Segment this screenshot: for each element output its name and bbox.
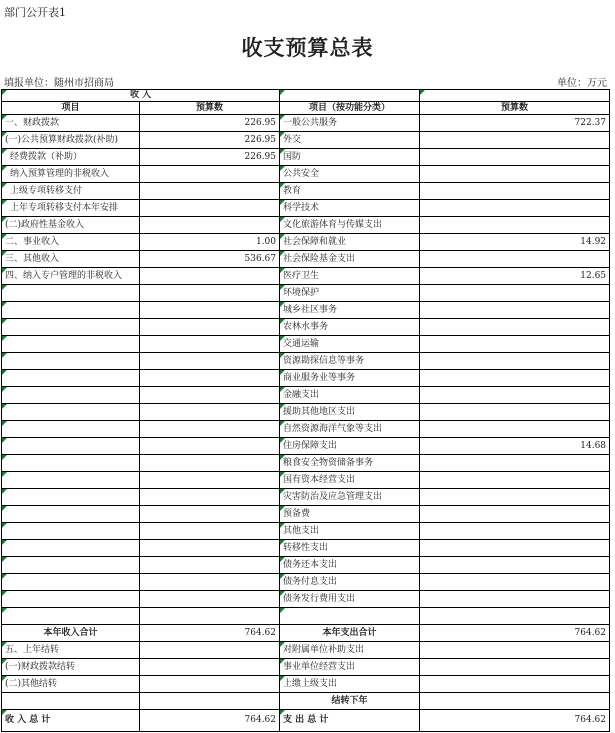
expense-item-cell: 资源勘探信息等事务	[280, 353, 420, 370]
expense-budget-cell	[420, 591, 610, 608]
expense-item-cell: 社会保障和就业	[280, 234, 420, 251]
income-item-cell	[2, 557, 140, 574]
expense-item-cell: 住房保障支出	[280, 438, 420, 455]
expense-item-cell: 债务还本支出	[280, 557, 420, 574]
income-item-cell: 上级专项转移支付	[2, 183, 140, 200]
table-row	[2, 523, 610, 540]
table-row	[2, 472, 610, 489]
expense-item-cell: 社会保险基金支出	[280, 251, 420, 268]
col-header-exp-item: 项目（按功能分类）	[280, 102, 420, 115]
year-total-row	[2, 625, 610, 642]
income-budget-cell	[140, 557, 280, 574]
expense-budget-cell	[420, 387, 610, 404]
income-item-cell: (一)公共预算财政拨款(补助)	[2, 132, 140, 149]
income-budget-cell	[140, 438, 280, 455]
income-item-cell	[2, 353, 140, 370]
income-budget-cell	[140, 336, 280, 353]
expense-budget-cell	[420, 251, 610, 268]
expense-budget-cell	[420, 404, 610, 421]
expense-budget-cell	[420, 642, 610, 659]
currency-unit: 单位：万元	[557, 78, 607, 89]
table-row	[2, 506, 610, 523]
col-header-budget: 预算数	[140, 102, 280, 115]
income-budget-cell	[140, 217, 280, 234]
expense-item-cell: 粮食安全物资储备事务	[280, 455, 420, 472]
year-income-total-value: 764.62	[140, 625, 280, 642]
table-row	[2, 302, 610, 319]
income-grand-total-value: 764.62	[140, 710, 280, 732]
table-row	[2, 421, 610, 438]
expense-budget-cell	[420, 132, 610, 149]
income-item-cell: 纳入预算管理的非税收入	[2, 166, 140, 183]
expense-budget-cell	[420, 370, 610, 387]
expense-item-cell: 文化旅游体育与传媒支出	[280, 217, 420, 234]
expense-budget-cell	[420, 421, 610, 438]
table-row	[2, 183, 610, 200]
income-item-cell	[2, 319, 140, 336]
expense-item-cell: 城乡社区事务	[280, 302, 420, 319]
table-row	[2, 659, 610, 676]
table-row	[2, 336, 610, 353]
table-row	[2, 387, 610, 404]
table-row	[2, 591, 610, 608]
expense-budget-cell: 14.68	[420, 438, 610, 455]
col-header-exp-budget: 预算数	[420, 102, 610, 115]
table-row	[2, 540, 610, 557]
blank-cell	[2, 693, 140, 710]
expense-budget-cell	[420, 489, 610, 506]
income-item-cell: 四、纳入专户管理的非税收入	[2, 268, 140, 285]
expense-budget-cell	[420, 574, 610, 591]
income-item-cell	[2, 540, 140, 557]
income-budget-cell	[140, 285, 280, 302]
expense-budget-cell	[420, 336, 610, 353]
reporting-unit: 填报单位：随州市招商局	[4, 78, 114, 89]
income-budget-cell	[140, 387, 280, 404]
income-item-cell: (二)政府性基金收入	[2, 217, 140, 234]
income-budget-cell	[140, 659, 280, 676]
income-budget-cell	[140, 268, 280, 285]
expense-grand-total-value: 764.62	[420, 710, 610, 732]
expense-item-cell: 一般公共服务	[280, 115, 420, 132]
table-row	[2, 608, 610, 625]
expense-grand-total-label: 支 出 总 计	[280, 710, 420, 732]
expense-budget-cell: 14.92	[420, 234, 610, 251]
expense-budget-cell	[420, 302, 610, 319]
table-row	[2, 642, 610, 659]
income-budget-cell: 1.00	[140, 234, 280, 251]
expense-item-cell: 国防	[280, 149, 420, 166]
income-item-cell	[2, 472, 140, 489]
income-item-cell	[2, 370, 140, 387]
expense-item-cell: 金融支出	[280, 387, 420, 404]
income-budget-cell	[140, 642, 280, 659]
expense-budget-cell	[420, 149, 610, 166]
expense-item-cell: 灾害防治及应急管理支出	[280, 489, 420, 506]
income-budget-cell	[140, 455, 280, 472]
income-budget-cell	[140, 353, 280, 370]
income-item-cell: 三、其他收入	[2, 251, 140, 268]
income-item-cell: 二、事业收入	[2, 234, 140, 251]
blank-cell	[140, 693, 280, 710]
table-row	[2, 115, 610, 132]
table-row	[2, 557, 610, 574]
income-budget-cell	[140, 506, 280, 523]
table-row	[2, 234, 610, 251]
expense-budget-cell	[420, 200, 610, 217]
table-row	[2, 676, 610, 693]
expense-item-cell: 债务发行费用支出	[280, 591, 420, 608]
expense-budget-cell	[420, 676, 610, 693]
income-budget-cell	[140, 540, 280, 557]
income-budget-cell: 226.95	[140, 115, 280, 132]
income-item-cell	[2, 438, 140, 455]
page-title: 收支预算总表	[241, 36, 374, 60]
header-blank-cell	[280, 90, 420, 102]
income-item-cell	[2, 387, 140, 404]
income-budget-cell	[140, 370, 280, 387]
header-columns-row	[2, 102, 610, 115]
table-row	[2, 574, 610, 591]
income-budget-cell	[140, 421, 280, 438]
carry-forward-row	[2, 693, 610, 710]
expense-budget-cell	[420, 472, 610, 489]
table-row	[2, 166, 610, 183]
expense-item-cell: 环境保护	[280, 285, 420, 302]
expense-budget-cell	[420, 183, 610, 200]
income-budget-cell	[140, 676, 280, 693]
carry-next-year-label: 结转下年	[280, 693, 420, 710]
table-row	[2, 268, 610, 285]
expense-item-cell: 科学技术	[280, 200, 420, 217]
income-item-cell	[2, 608, 140, 625]
income-budget-cell	[140, 200, 280, 217]
income-item-cell	[2, 523, 140, 540]
income-budget-cell	[140, 404, 280, 421]
year-expense-total-value: 764.62	[420, 625, 610, 642]
income-item-cell: (二)其他结转	[2, 676, 140, 693]
expense-item-cell: 教育	[280, 183, 420, 200]
income-item-cell: 五、上年结转	[2, 642, 140, 659]
income-item-cell	[2, 506, 140, 523]
income-item-cell	[2, 489, 140, 506]
expense-budget-cell	[420, 217, 610, 234]
income-budget-cell	[140, 574, 280, 591]
table-row	[2, 132, 610, 149]
table-row	[2, 489, 610, 506]
income-budget-cell: 226.95	[140, 149, 280, 166]
income-item-cell: (一)财政拨款结转	[2, 659, 140, 676]
income-budget-cell	[140, 183, 280, 200]
expense-budget-cell	[420, 608, 610, 625]
expense-budget-cell	[420, 540, 610, 557]
income-budget-cell	[140, 166, 280, 183]
table-row	[2, 455, 610, 472]
income-budget-cell	[140, 489, 280, 506]
table-row	[2, 319, 610, 336]
grand-total-row	[2, 710, 610, 732]
expense-item-cell: 公共安全	[280, 166, 420, 183]
year-income-total-label: 本年收入合计	[2, 625, 140, 642]
expense-item-cell: 交通运输	[280, 336, 420, 353]
income-budget-cell: 536.67	[140, 251, 280, 268]
table-row	[2, 149, 610, 166]
expense-budget-cell	[420, 506, 610, 523]
expense-budget-cell	[420, 523, 610, 540]
income-item-cell: 经费拨款（补助）	[2, 149, 140, 166]
expense-item-cell: 其他支出	[280, 523, 420, 540]
header-blank-cell	[420, 90, 610, 102]
income-item-cell	[2, 302, 140, 319]
income-budget-cell	[140, 472, 280, 489]
income-item-cell	[2, 404, 140, 421]
expense-item-cell: 转移性支出	[280, 540, 420, 557]
expense-item-cell: 债务付息支出	[280, 574, 420, 591]
income-group-header: 收 入	[2, 90, 280, 102]
income-item-cell: 一、财政拨款	[2, 115, 140, 132]
expense-item-cell: 农林水事务	[280, 319, 420, 336]
expense-budget-cell	[420, 285, 610, 302]
income-item-cell	[2, 336, 140, 353]
year-expense-total-label: 本年支出合计	[280, 625, 420, 642]
blank-cell	[420, 693, 610, 710]
table-row	[2, 200, 610, 217]
income-budget-cell	[140, 591, 280, 608]
expense-item-cell	[280, 608, 420, 625]
income-item-cell	[2, 574, 140, 591]
expense-item-cell: 商业服务业等事务	[280, 370, 420, 387]
income-grand-total-label: 收 入 总 计	[2, 710, 140, 732]
expense-item-cell: 外交	[280, 132, 420, 149]
table-row	[2, 370, 610, 387]
table-row	[2, 438, 610, 455]
expense-item-cell: 事业单位经营支出	[280, 659, 420, 676]
col-header-item: 项目	[2, 102, 140, 115]
expense-budget-cell: 12.65	[420, 268, 610, 285]
income-item-cell	[2, 591, 140, 608]
income-budget-cell: 226.95	[140, 132, 280, 149]
expense-budget-cell	[420, 557, 610, 574]
expense-item-cell: 对附属单位补助支出	[280, 642, 420, 659]
expense-item-cell: 医疗卫生	[280, 268, 420, 285]
income-item-cell	[2, 455, 140, 472]
table-row	[2, 404, 610, 421]
income-item-cell	[2, 421, 140, 438]
income-item-cell	[2, 285, 140, 302]
expense-item-cell: 国有资本经营支出	[280, 472, 420, 489]
expense-item-cell: 预备费	[280, 506, 420, 523]
income-budget-cell	[140, 523, 280, 540]
income-item-cell: 上年专项转移支付本年安排	[2, 200, 140, 217]
expense-item-cell: 上缴上级支出	[280, 676, 420, 693]
budget-summary-table	[1, 89, 610, 732]
expense-item-cell: 自然资源海洋气象等支出	[280, 421, 420, 438]
expense-budget-cell: 722.37	[420, 115, 610, 132]
header-group-row	[2, 90, 610, 102]
expense-budget-cell	[420, 319, 610, 336]
table-row	[2, 251, 610, 268]
expense-item-cell: 援助其他地区支出	[280, 404, 420, 421]
table-row	[2, 285, 610, 302]
income-budget-cell	[140, 302, 280, 319]
table-row	[2, 353, 610, 370]
expense-budget-cell	[420, 659, 610, 676]
expense-budget-cell	[420, 455, 610, 472]
expense-budget-cell	[420, 353, 610, 370]
sheet-label: 部门公开表1	[4, 6, 66, 19]
income-budget-cell	[140, 608, 280, 625]
income-budget-cell	[140, 319, 280, 336]
expense-budget-cell	[420, 166, 610, 183]
table-row	[2, 217, 610, 234]
